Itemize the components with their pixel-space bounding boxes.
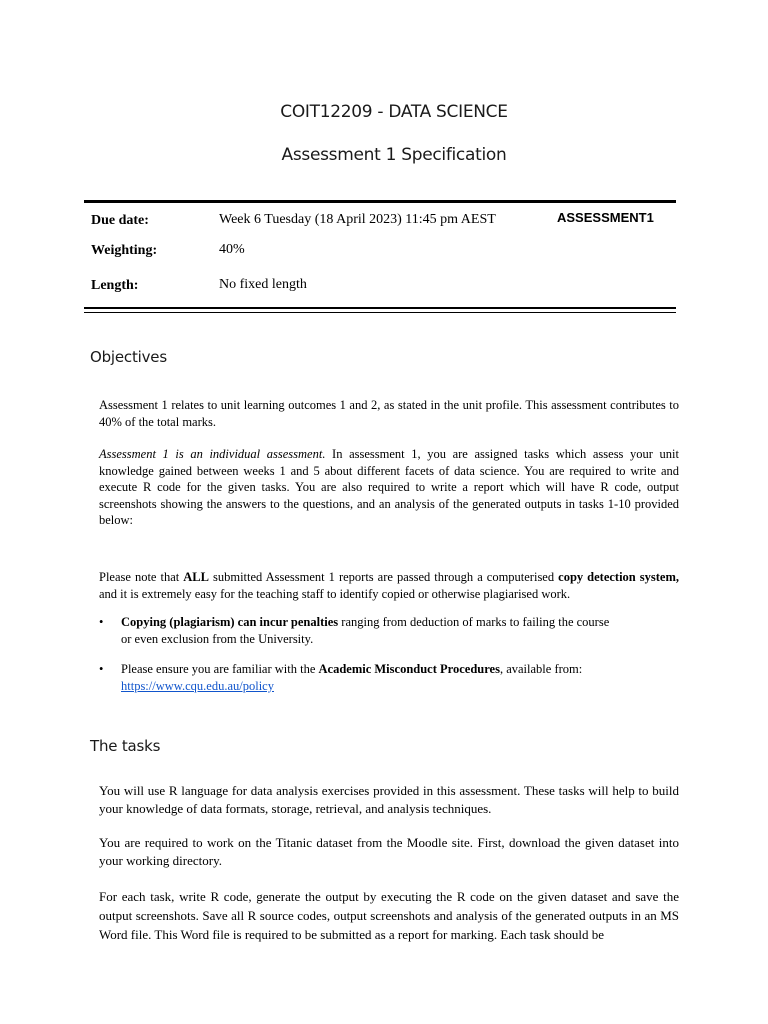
tasks-paragraph-1: You will use R language for data analysis exercises provided in this assessment. These tasks will help to build your knowledge of data formats, storage, retrieval, and analysis techniques. (99, 783, 679, 816)
objectives-paragraph-1: Assessment 1 relates to unit learning outcomes 1 and 2, as stated in the unit profile. This assessment contributes to 40% of the total marks. (99, 398, 679, 429)
course-title: COIT12209 - DATA SCIENCE (280, 102, 508, 122)
length-label: Length: (91, 278, 139, 293)
length-value: No fixed length (219, 277, 307, 292)
assessment-code: ASSESSMENT1 (557, 210, 654, 225)
due-date-value: Week 6 Tuesday (18 April 2023) 11:45 pm AEST (219, 212, 496, 227)
tasks-paragraph-3: For each task, write R code, generate the output by executing the R code on the given dataset and save the output screenshots. Save all R source codes, output screenshots and analysis of the generated outputs in an MS Word file. This Word file is required to be submitted as a report for marking. Each task should be (99, 889, 679, 942)
objectives-heading: Objectives (90, 348, 167, 366)
penalties-text-line2: or even exclusion from the University. (121, 632, 314, 646)
misconduct-text-a: Please ensure you are familiar with the (121, 662, 319, 676)
bullet-icon: • (99, 615, 104, 629)
table-bottom-rule (84, 307, 676, 309)
individual-assessment-note: Assessment 1 is an individual assessment. (99, 447, 326, 461)
misconduct-procedures-bold: Academic Misconduct Procedures (318, 662, 500, 676)
table-top-rule (84, 200, 676, 203)
copy-detection-system: copy detection system, (558, 570, 680, 584)
bullet-copying-penalties (121, 614, 661, 648)
plagiarism-notice-text-c: and it is extremely easy for the teaching staff to identify copied or otherwise plagiarised work. (99, 586, 571, 601)
plagiarism-notice-all: ALL (183, 570, 209, 584)
weighting-value: 40% (219, 242, 245, 257)
tasks-paragraph-2: You are required to work on the Titanic dataset from the Moodle site. First, download the given dataset into your working directory. (99, 835, 679, 868)
plagiarism-notice (99, 569, 679, 602)
tasks-heading: The tasks (90, 737, 161, 755)
penalties-bold: Copying (plagiarism) can incur penalties (121, 615, 339, 629)
objectives-paragraph-2 (99, 446, 679, 529)
plagiarism-notice-text-b: submitted Assessment 1 reports are passed through a computerised (208, 570, 559, 584)
table-bottom-rule-thin (84, 312, 676, 313)
due-date-label: Due date: (91, 213, 149, 228)
plagiarism-notice-text-a: Please note that (99, 570, 184, 584)
misconduct-text-b: , available from: (499, 662, 583, 676)
bullet-misconduct-procedures (121, 661, 661, 695)
penalties-text: ranging from deduction of marks to failing the course (338, 615, 610, 629)
weighting-label: Weighting: (91, 243, 158, 258)
policy-link[interactable]: https://www.cqu.edu.au/policy (121, 679, 274, 693)
document-subtitle: Assessment 1 Specification (281, 145, 507, 165)
bullet-icon: • (99, 662, 104, 676)
objectives-paragraph-2-text: In assessment 1, you are assigned tasks which assess your unit knowledge gained between weeks 1 and 5 about different facets of data science. You are required to write and execute R code for the given tasks. You are also required to write a report which will have R code, output screenshots showing the answers to the questions, and an analysis of the generated outputs in tasks 1-10 provided below: (99, 447, 679, 527)
